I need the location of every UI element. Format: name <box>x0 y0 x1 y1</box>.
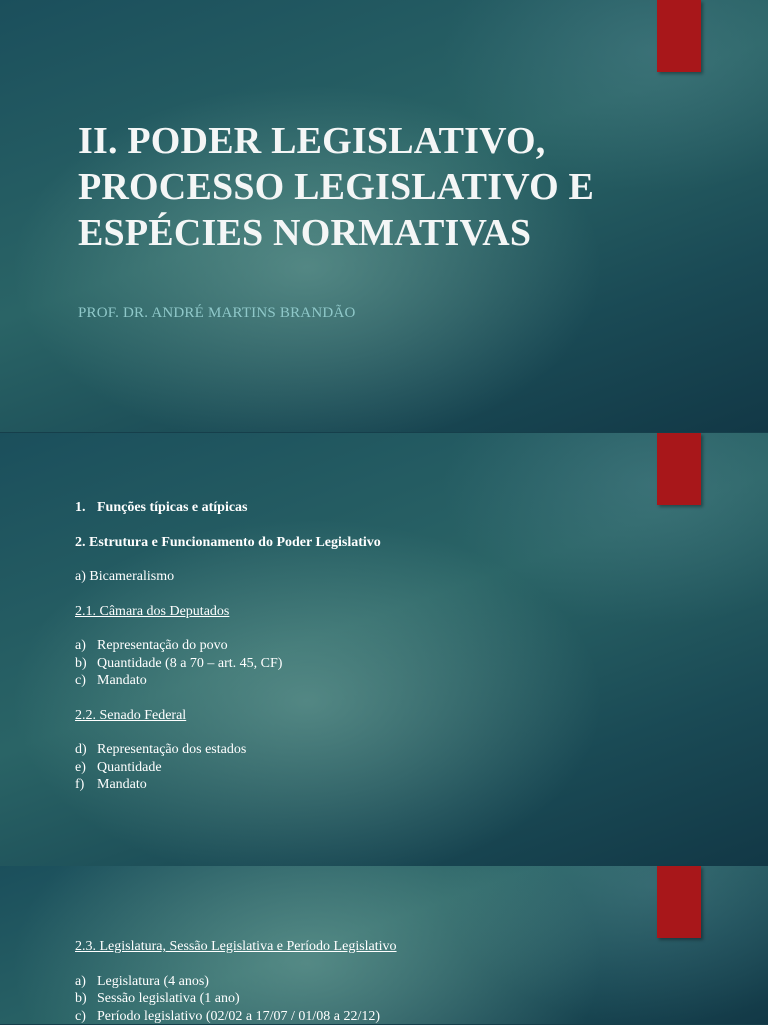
title-line: ESPÉCIES NORMATIVAS <box>78 210 698 256</box>
list-text: Mandato <box>97 777 147 792</box>
list-item <box>75 990 397 1008</box>
list-text: Sessão legislativa (1 ano) <box>97 991 240 1006</box>
list-marker: b) <box>75 655 97 673</box>
camara-heading: 2.1. Câmara dos Deputados <box>75 603 381 621</box>
senado-heading: 2.2. Senado Federal <box>75 707 381 725</box>
list-item <box>75 672 381 690</box>
slide-content <box>75 938 397 1025</box>
list-marker: c) <box>75 1008 97 1025</box>
list-text: Quantidade (8 a 70 – art. 45, CF) <box>97 656 282 671</box>
section-heading: 2. Estrutura e Funcionamento do Poder Legislativo <box>75 534 381 552</box>
list-item <box>75 637 381 655</box>
slide-accent-tab <box>657 0 701 72</box>
title-slide <box>0 0 768 432</box>
list-item <box>75 1008 397 1025</box>
list-marker: d) <box>75 741 97 759</box>
content-slide-structure <box>0 433 768 866</box>
author-subtitle: PROF. DR. ANDRÉ MARTINS BRANDÃO <box>78 305 355 322</box>
list-marker: f) <box>75 776 97 794</box>
list-marker: c) <box>75 672 97 690</box>
list-item <box>75 741 381 759</box>
list-marker: b) <box>75 990 97 1008</box>
list-item <box>75 776 381 794</box>
content-slide-legislatura <box>0 866 768 1024</box>
bicameralismo-item: a) Bicameralismo <box>75 568 381 586</box>
list-marker: e) <box>75 759 97 777</box>
list-text: Período legislativo (02/02 a 17/07 / 01/08 a 22/12) <box>97 1009 380 1024</box>
list-text: Legislatura (4 anos) <box>97 974 209 989</box>
legislatura-heading: 2.3. Legislatura, Sessão Legislativa e Período Legislativo <box>75 938 397 956</box>
list-item <box>75 759 381 777</box>
list-marker: a) <box>75 973 97 991</box>
slide-accent-tab <box>657 866 701 938</box>
list-text: Representação dos estados <box>97 742 246 757</box>
title-line: II. PODER LEGISLATIVO, <box>78 118 698 164</box>
slide-title <box>78 118 698 256</box>
list-item <box>75 973 397 991</box>
list-item <box>75 655 381 673</box>
list-text: Representação do povo <box>97 638 228 653</box>
list-text: Funções típicas e atípicas <box>97 500 248 515</box>
list-number: 1. <box>75 499 97 517</box>
list-text: Quantidade <box>97 760 162 775</box>
slide-accent-tab <box>657 433 701 505</box>
list-marker: a) <box>75 637 97 655</box>
title-line: PROCESSO LEGISLATIVO E <box>78 164 698 210</box>
list-text: Mandato <box>97 673 147 688</box>
slide-content <box>75 499 381 794</box>
list-item-functions <box>75 499 381 517</box>
